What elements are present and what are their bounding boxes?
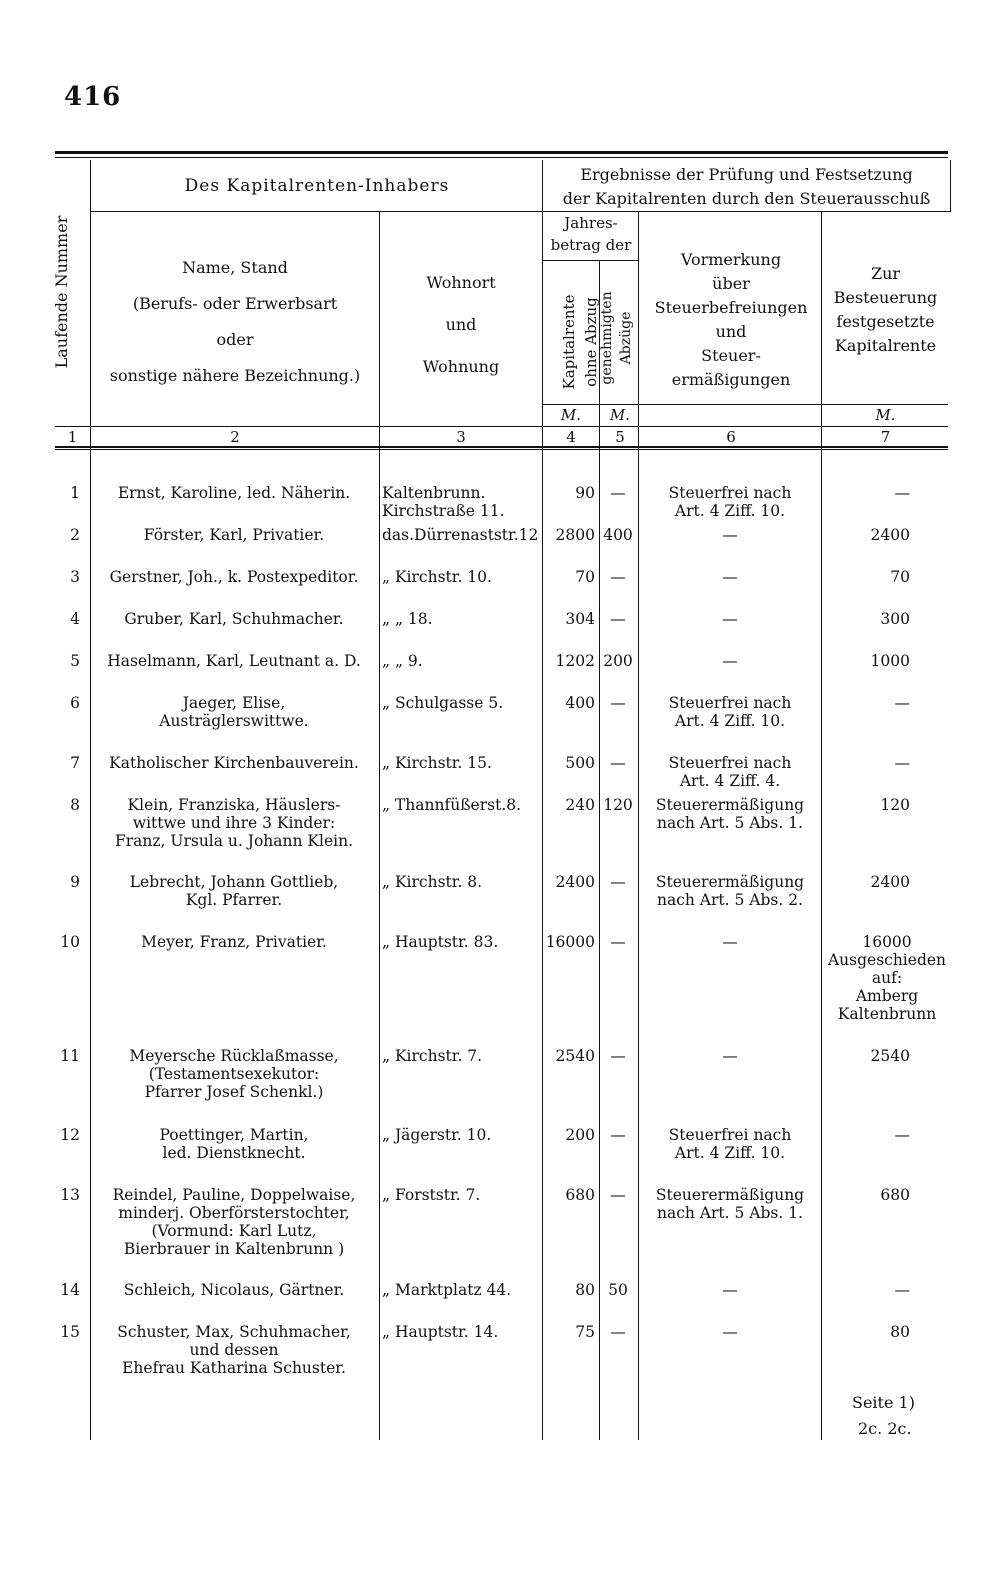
row-residence-line: „ Kirchstr. 15. bbox=[382, 754, 492, 772]
row-number: 1 bbox=[70, 484, 80, 502]
grid-vline bbox=[638, 212, 639, 1440]
row-number: 12 bbox=[60, 1126, 80, 1144]
row-name-line: Schleich, Nicolaus, Gärtner. bbox=[123, 1281, 345, 1299]
row-number: 6 bbox=[70, 694, 80, 712]
row-number: 13 bbox=[60, 1186, 80, 1204]
row-name bbox=[90, 1047, 378, 1101]
row-assessed-rent bbox=[823, 933, 951, 1023]
row-remarks-line: Steuerfrei nach bbox=[668, 484, 792, 502]
row-residence-line: „ Forststr. 7. bbox=[382, 1186, 481, 1204]
row-capital-rent: 70 bbox=[575, 568, 595, 586]
row-assessed-rent-line: auf: bbox=[871, 969, 903, 987]
row-residence-line: „ Hauptstr. 83. bbox=[382, 933, 499, 951]
row-remarks-line: nach Art. 5 Abs. 1. bbox=[656, 814, 803, 832]
row-residence-line: das.Dürrenaststr.12 bbox=[382, 526, 539, 544]
header-col-lfd: Laufende Nummer bbox=[52, 215, 71, 369]
row-name-line: und dessen bbox=[189, 1341, 279, 1359]
grid-hline bbox=[55, 426, 948, 427]
row-residence bbox=[382, 1323, 542, 1341]
row-capital-rent: 680 bbox=[565, 1186, 595, 1204]
col-number-4: 4 bbox=[566, 428, 576, 446]
header-col-jahres: Jahres- betrag der bbox=[550, 214, 632, 254]
row-assessed-rent bbox=[810, 1323, 910, 1341]
header-col-vorm: Vormerkung über Steuerbefreiungen und Steuer- ermäßigungen bbox=[654, 250, 808, 389]
row-remarks-line: Steuerermäßigung bbox=[655, 873, 805, 891]
row-deductions: — bbox=[610, 694, 626, 712]
row-capital-rent: 2400 bbox=[555, 873, 595, 891]
row-residence-line: „ Hauptstr. 14. bbox=[382, 1323, 499, 1341]
row-remarks-line: nach Art. 5 Abs. 1. bbox=[656, 1204, 803, 1222]
row-remarks-line: Steuerermäßigung bbox=[655, 1186, 805, 1204]
row-deductions: — bbox=[610, 1186, 626, 1204]
row-remarks bbox=[640, 933, 820, 951]
row-remarks bbox=[640, 796, 820, 832]
row-assessed-rent bbox=[810, 652, 910, 670]
row-remarks bbox=[640, 568, 820, 586]
header-col-name: Name, Stand (Berufs- oder Erwerbsart oder sonstige nähere Bezeichnung.) bbox=[109, 258, 361, 385]
row-remarks-line: — bbox=[722, 1323, 738, 1341]
row-residence bbox=[382, 754, 542, 772]
row-name bbox=[90, 1281, 378, 1299]
row-assessed-rent-line: 2400 bbox=[870, 873, 910, 891]
row-capital-rent: 400 bbox=[565, 694, 595, 712]
row-number: 10 bbox=[60, 933, 80, 951]
row-residence-line: „ Kirchstr. 8. bbox=[382, 873, 483, 891]
row-residence-line: „ Schulgasse 5. bbox=[382, 694, 504, 712]
row-remarks bbox=[640, 754, 820, 790]
row-number: 2 bbox=[70, 526, 80, 544]
row-assessed-rent-line: 2400 bbox=[870, 526, 910, 544]
row-name-line: Kgl. Pfarrer. bbox=[185, 891, 283, 909]
row-remarks-line: Art. 4 Ziff. 4. bbox=[679, 772, 781, 790]
row-assessed-rent-line: — bbox=[894, 754, 910, 772]
row-remarks-line: Art. 4 Ziff. 10. bbox=[674, 1144, 786, 1162]
row-residence bbox=[382, 610, 542, 628]
row-name bbox=[90, 652, 378, 670]
row-assessed-rent-line: 300 bbox=[880, 610, 910, 628]
row-name bbox=[90, 933, 378, 951]
row-number: 5 bbox=[70, 652, 80, 670]
row-assessed-rent bbox=[810, 1281, 910, 1299]
row-deductions: — bbox=[610, 568, 626, 586]
row-residence-line: Kaltenbrunn. bbox=[382, 484, 486, 502]
row-name bbox=[90, 1186, 378, 1258]
row-name-line: Bierbrauer in Kaltenbrunn ) bbox=[123, 1240, 345, 1258]
row-residence-line: „ Kirchstr. 10. bbox=[382, 568, 492, 586]
row-deductions: — bbox=[610, 1047, 626, 1065]
row-remarks-line: Steuerermäßigung bbox=[655, 796, 805, 814]
row-name bbox=[90, 1323, 378, 1377]
row-residence bbox=[382, 1186, 542, 1204]
header-group-results: Ergebnisse der Prüfung und Festsetzung der Kapitalrenten durch den Steuerausschuß bbox=[562, 165, 931, 208]
row-residence-line: „ Kirchstr. 7. bbox=[382, 1047, 483, 1065]
row-name bbox=[90, 610, 378, 628]
grid-vline bbox=[599, 260, 600, 1440]
row-name-line: Pfarrer Josef Schenkl.) bbox=[144, 1083, 324, 1101]
row-name bbox=[90, 484, 378, 502]
row-name-line: Gruber, Karl, Schuhmacher. bbox=[124, 610, 344, 628]
row-remarks bbox=[640, 484, 820, 520]
row-remarks-line: — bbox=[722, 610, 738, 628]
col-number-3: 3 bbox=[456, 428, 466, 446]
row-residence bbox=[382, 568, 542, 586]
row-assessed-rent bbox=[810, 610, 910, 628]
row-remarks bbox=[640, 1323, 820, 1341]
row-name-line: Austräglerswittwe. bbox=[159, 712, 309, 730]
row-residence bbox=[382, 652, 542, 670]
grid-hline bbox=[542, 260, 638, 261]
row-name-line: Poettinger, Martin, bbox=[159, 1126, 309, 1144]
unit-label-abz: M. bbox=[609, 406, 631, 424]
row-capital-rent: 75 bbox=[575, 1323, 595, 1341]
unit-label-best: M. bbox=[875, 406, 896, 424]
row-assessed-rent-line: 680 bbox=[880, 1186, 910, 1204]
row-residence bbox=[382, 484, 542, 520]
row-name-line: Reindel, Pauline, Doppelwaise, bbox=[112, 1186, 356, 1204]
row-assessed-rent bbox=[810, 526, 910, 544]
row-name-line: led. Dienstknecht. bbox=[162, 1144, 306, 1162]
row-remarks bbox=[640, 1126, 820, 1162]
row-assessed-rent bbox=[810, 484, 910, 502]
grid-hline bbox=[90, 211, 950, 212]
row-residence bbox=[382, 873, 542, 891]
row-name-line: wittwe und ihre 3 Kinder: bbox=[132, 814, 336, 832]
row-residence-line: „ Jägerstr. 10. bbox=[382, 1126, 492, 1144]
row-number: 3 bbox=[70, 568, 80, 586]
row-name-line: Lebrecht, Johann Gottlieb, bbox=[129, 873, 339, 891]
row-assessed-rent-line: Amberg bbox=[855, 987, 919, 1005]
row-residence bbox=[382, 796, 542, 814]
row-remarks-line: Art. 4 Ziff. 10. bbox=[674, 502, 786, 520]
row-name bbox=[90, 796, 378, 850]
row-name bbox=[90, 568, 378, 586]
row-name-line: Meyer, Franz, Privatier. bbox=[141, 933, 327, 951]
row-name-line: Katholischer Kirchenbauverein. bbox=[109, 754, 359, 772]
row-assessed-rent-line: — bbox=[894, 1126, 910, 1144]
row-capital-rent: 16000 bbox=[545, 933, 595, 951]
footer-etc: 2c. 2c. bbox=[858, 1419, 912, 1438]
row-capital-rent: 500 bbox=[565, 754, 595, 772]
row-name-line: Jaeger, Elise, bbox=[182, 694, 286, 712]
row-name-line: (Testamentsexekutor: bbox=[148, 1065, 320, 1083]
row-deductions: 120 bbox=[603, 796, 633, 814]
row-assessed-rent-line: 1000 bbox=[870, 652, 910, 670]
row-deductions: 50 bbox=[608, 1281, 628, 1299]
page-number: 416 bbox=[64, 82, 122, 112]
top-rule-thin bbox=[55, 157, 948, 158]
header-col-abz: genehmigten Abzüge bbox=[599, 291, 634, 385]
footer-page-ref: Seite 1) bbox=[852, 1393, 915, 1412]
row-assessed-rent-line: 80 bbox=[890, 1323, 910, 1341]
row-number: 8 bbox=[70, 796, 80, 814]
row-assessed-rent bbox=[810, 568, 910, 586]
row-remarks-line: — bbox=[722, 933, 738, 951]
row-name-line: (Vormund: Karl Lutz, bbox=[151, 1222, 317, 1240]
row-name-line: Gerstner, Joh., k. Postexpeditor. bbox=[109, 568, 359, 586]
row-name-line: Ehefrau Katharina Schuster. bbox=[122, 1359, 346, 1377]
row-name-line: Franz, Ursula u. Johann Klein. bbox=[114, 832, 354, 850]
col-number-6: 6 bbox=[726, 428, 736, 446]
row-assessed-rent-line: — bbox=[894, 694, 910, 712]
row-assessed-rent bbox=[810, 1186, 910, 1204]
row-name-line: minderj. Oberförsterstochter, bbox=[118, 1204, 350, 1222]
row-name-line: Haselmann, Karl, Leutnant a. D. bbox=[107, 652, 361, 670]
row-name-line: Ernst, Karoline, led. Näherin. bbox=[117, 484, 351, 502]
grid-hline bbox=[55, 449, 948, 450]
row-deductions: — bbox=[610, 933, 626, 951]
row-assessed-rent-line: — bbox=[894, 1281, 910, 1299]
row-assessed-rent bbox=[810, 1047, 910, 1065]
unit-label-kap: M. bbox=[560, 406, 582, 424]
row-residence bbox=[382, 1281, 542, 1299]
row-remarks bbox=[640, 694, 820, 730]
row-residence bbox=[382, 1047, 542, 1065]
row-deductions: — bbox=[610, 1126, 626, 1144]
col-number-1: 1 bbox=[67, 428, 78, 446]
grid-vline bbox=[821, 212, 822, 1440]
row-assessed-rent-line: Ausgeschieden bbox=[827, 951, 947, 969]
row-residence bbox=[382, 526, 542, 544]
row-remarks-line: — bbox=[722, 652, 738, 670]
row-remarks-line: Steuerfrei nach bbox=[668, 1126, 792, 1144]
row-capital-rent: 80 bbox=[575, 1281, 595, 1299]
row-remarks bbox=[640, 526, 820, 544]
row-remarks-line: Steuerfrei nach bbox=[668, 694, 792, 712]
row-capital-rent: 304 bbox=[565, 610, 595, 628]
row-name bbox=[90, 754, 378, 772]
row-assessed-rent-line: 120 bbox=[880, 796, 910, 814]
row-remarks bbox=[640, 873, 820, 909]
row-capital-rent: 1202 bbox=[555, 652, 595, 670]
row-name bbox=[90, 1126, 378, 1162]
row-remarks-line: nach Art. 5 Abs. 2. bbox=[656, 891, 803, 909]
header-col-ort: Wohnort und Wohnung bbox=[422, 273, 500, 376]
row-name bbox=[90, 694, 378, 730]
row-assessed-rent-line: 16000 bbox=[862, 933, 912, 951]
row-assessed-rent-line: 2540 bbox=[870, 1047, 910, 1065]
row-capital-rent: 90 bbox=[575, 484, 595, 502]
row-number: 4 bbox=[70, 610, 80, 628]
row-assessed-rent bbox=[810, 1126, 910, 1144]
row-number: 11 bbox=[60, 1047, 80, 1065]
row-residence-line: „ Marktplatz 44. bbox=[382, 1281, 512, 1299]
row-remarks bbox=[640, 610, 820, 628]
col-number-7: 7 bbox=[880, 428, 891, 446]
row-residence-line: „ Thannfüßerst.8. bbox=[382, 796, 522, 814]
grid-vline bbox=[950, 160, 951, 212]
row-number: 14 bbox=[60, 1281, 80, 1299]
col-number-2: 2 bbox=[230, 428, 240, 446]
grid-vline bbox=[379, 212, 380, 1440]
row-capital-rent: 2800 bbox=[555, 526, 595, 544]
row-remarks-line: — bbox=[722, 568, 738, 586]
row-residence-line: „ „ 9. bbox=[382, 652, 423, 670]
row-deductions: — bbox=[610, 873, 626, 891]
row-deductions: 200 bbox=[603, 652, 633, 670]
row-capital-rent: 2540 bbox=[555, 1047, 595, 1065]
row-residence bbox=[382, 1126, 542, 1144]
row-residence bbox=[382, 694, 542, 712]
row-assessed-rent-line: Kaltenbrunn bbox=[837, 1005, 937, 1023]
row-name bbox=[90, 526, 378, 544]
row-capital-rent: 200 bbox=[565, 1126, 595, 1144]
row-remarks bbox=[640, 1186, 820, 1222]
row-remarks-line: — bbox=[722, 526, 738, 544]
row-number: 15 bbox=[60, 1323, 80, 1341]
row-name-line: Meyersche Rücklaßmasse, bbox=[129, 1047, 339, 1065]
row-number: 7 bbox=[70, 754, 80, 772]
row-name-line: Förster, Karl, Privatier. bbox=[143, 526, 325, 544]
header-col-best: Zur Besteuerung festgesetzte Kapitalrente bbox=[833, 264, 938, 355]
row-deductions: — bbox=[610, 610, 626, 628]
row-capital-rent: 240 bbox=[565, 796, 595, 814]
col-number-5: 5 bbox=[615, 428, 625, 446]
row-remarks bbox=[640, 1047, 820, 1065]
row-assessed-rent bbox=[810, 694, 910, 712]
row-deductions: — bbox=[610, 1323, 626, 1341]
row-assessed-rent-line: — bbox=[894, 484, 910, 502]
row-assessed-rent bbox=[810, 873, 910, 891]
header-col-kap: Kapitalrente ohne Abzug bbox=[560, 294, 600, 390]
top-rule-thick bbox=[55, 151, 948, 154]
row-remarks-line: Steuerfrei nach bbox=[668, 754, 792, 772]
row-number: 9 bbox=[70, 873, 80, 891]
row-name bbox=[90, 873, 378, 909]
row-name-line: Klein, Franziska, Häuslers- bbox=[127, 796, 341, 814]
row-remarks bbox=[640, 1281, 820, 1299]
header-group-owner: Des Kapitalrenten-Inhabers bbox=[184, 176, 450, 196]
row-residence-line: „ „ 18. bbox=[382, 610, 433, 628]
row-remarks-line: — bbox=[722, 1047, 738, 1065]
row-deductions: — bbox=[610, 754, 626, 772]
row-assessed-rent bbox=[810, 796, 910, 814]
row-remarks bbox=[640, 652, 820, 670]
row-deductions: — bbox=[610, 484, 626, 502]
row-assessed-rent bbox=[810, 754, 910, 772]
row-assessed-rent-line: 70 bbox=[890, 568, 910, 586]
grid-hline bbox=[55, 446, 948, 448]
row-name-line: Schuster, Max, Schuhmacher, bbox=[117, 1323, 351, 1341]
row-remarks-line: Art. 4 Ziff. 10. bbox=[674, 712, 786, 730]
row-residence-line: Kirchstraße 11. bbox=[382, 502, 505, 520]
row-residence bbox=[382, 933, 542, 951]
row-deductions: 400 bbox=[603, 526, 633, 544]
row-remarks-line: — bbox=[722, 1281, 738, 1299]
